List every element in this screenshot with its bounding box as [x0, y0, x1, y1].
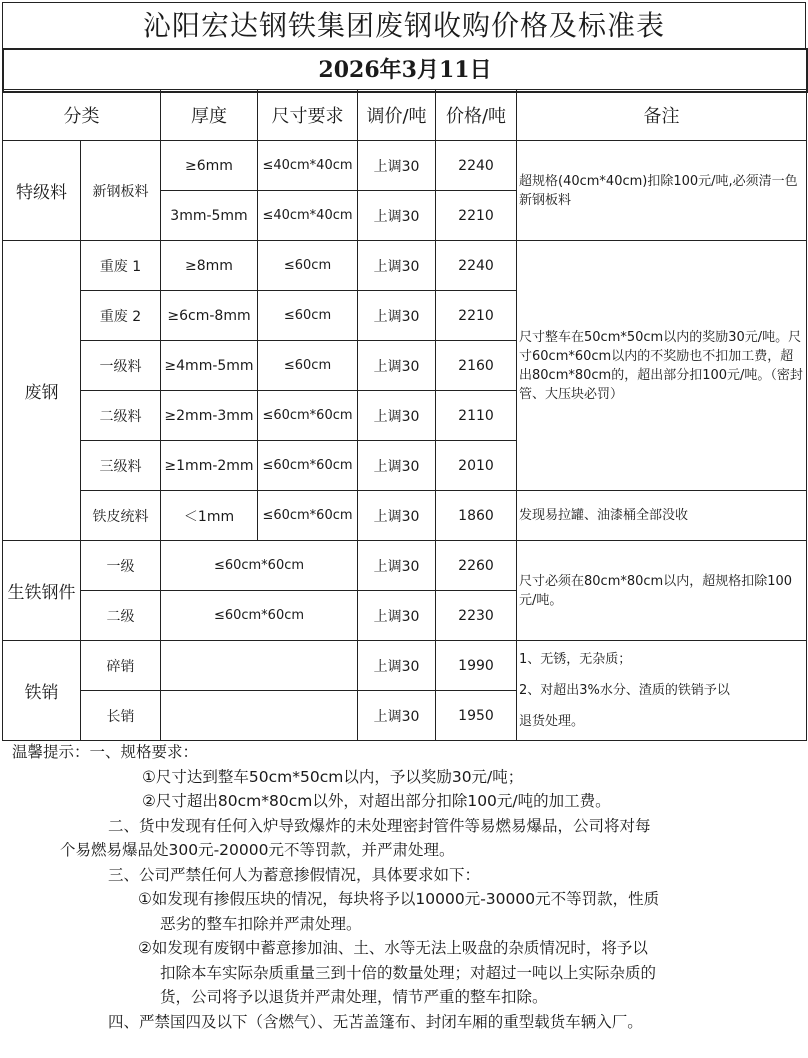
note-cell: 发现易拉罐、油漆桶全部没收: [517, 491, 807, 541]
size-cell: ≤40cm*40cm: [258, 191, 358, 241]
adjust-cell: 上调30: [358, 391, 436, 441]
adjust-cell: 上调30: [358, 541, 436, 591]
thickness-cell: ≥4mm-5mm: [161, 341, 258, 391]
note-line: 退货处理。: [519, 714, 585, 729]
sub-category: 长销: [81, 691, 161, 741]
price-cell: 2210: [436, 191, 517, 241]
note-line: 1、无锈，无杂质；: [519, 652, 632, 667]
group-special: 特级料: [3, 141, 81, 241]
tips-heading: 温馨提示：一、规格要求：: [12, 743, 199, 761]
tips-line: 货，公司将予以退货并严肃处理，情节严重的整车扣除。: [160, 988, 548, 1006]
sub-category: 三级料: [81, 441, 161, 491]
empty-cell: [161, 641, 358, 691]
price-cell: 1950: [436, 691, 517, 741]
sub-category: 一级料: [81, 341, 161, 391]
sub-category: 铁皮统料: [81, 491, 161, 541]
group-scrap: 废钢: [3, 241, 81, 541]
thickness-cell: ≥8mm: [161, 241, 258, 291]
note-line: 2、对超出3%水分、渣质的铁销予以: [519, 683, 730, 698]
price-cell: 2240: [436, 141, 517, 191]
thickness-cell: ≥1mm-2mm: [161, 441, 258, 491]
header-size: 尺寸要求: [258, 90, 358, 141]
price-cell: 1860: [436, 491, 517, 541]
tips-line: 个易燃易爆品处300元-20000元不等罚款，并严肃处理。: [60, 841, 455, 859]
size-cell: ≤60cm*60cm: [258, 491, 358, 541]
size-cell: ≤60cm: [258, 241, 358, 291]
sub-category: 重废 1: [81, 241, 161, 291]
note-cell: 尺寸整车在50cm*50cm以内的奖励30元/吨。尺寸60cm*60cm以内的不奖励也不扣加工费，超出80cm*80cm的，超出部分扣100元/吨。（密封管、大压块必罚）: [517, 241, 807, 491]
tips-line: 扣除本车实际杂质重量三到十倍的数量处理；对超过一吨以上实际杂质的: [160, 963, 657, 982]
size-cell: ≤60cm*60cm: [258, 391, 358, 441]
price-cell: 2110: [436, 391, 517, 441]
page-title: 沁阳宏达钢铁集团废钢收购价格及标准表: [2, 2, 806, 49]
sub-category: 新钢板料: [81, 141, 161, 241]
size-cell: ≤60cm*60cm: [161, 591, 358, 641]
price-cell: 2240: [436, 241, 517, 291]
adjust-cell: 上调30: [358, 291, 436, 341]
group-cast: 生铁钢件: [3, 541, 81, 641]
adjust-cell: 上调30: [358, 441, 436, 491]
table-row: [3, 141, 807, 191]
sub-category: 二级: [81, 591, 161, 641]
tips-line: ①如发现有掺假压块的情况，每块将予以10000元-30000元不等罚款，性质: [138, 890, 660, 908]
table-header-row: [3, 90, 807, 141]
price-cell: 2010: [436, 441, 517, 491]
adjust-cell: 上调30: [358, 591, 436, 641]
sub-category: 碎销: [81, 641, 161, 691]
size-cell: ≤40cm*40cm: [258, 141, 358, 191]
adjust-cell: 上调30: [358, 141, 436, 191]
date-label: 2026年3月11日: [2, 48, 808, 93]
empty-cell: [161, 691, 358, 741]
size-cell: ≤60cm: [258, 341, 358, 391]
adjust-cell: 上调30: [358, 691, 436, 741]
tips-section: [2, 740, 806, 1034]
adjust-cell: 上调30: [358, 191, 436, 241]
tips-line: 恶劣的整车扣除并严肃处理。: [160, 914, 362, 933]
price-cell: 2160: [436, 341, 517, 391]
tips-line: ②尺寸超出80cm*80cm以外，对超出部分扣除100元/吨的加工费。: [142, 792, 611, 810]
table-row: [3, 541, 807, 591]
header-thickness: 厚度: [161, 90, 258, 141]
adjust-cell: 上调30: [358, 341, 436, 391]
note-cell: 超规格(40cm*40cm)扣除100元/吨,必须清一色新钢板料: [517, 141, 807, 241]
tips-line: 二、货中发现有任何入炉导致爆炸的未处理密封管件等易燃易爆品，公司将对每: [108, 816, 651, 835]
table-row: [3, 241, 807, 291]
tips-line: ②如发现有废钢中蓄意掺加油、土、水等无法上吸盘的杂质情况时，将予以: [138, 939, 648, 957]
thickness-cell: ≥6cm-8mm: [161, 291, 258, 341]
adjust-cell: 上调30: [358, 491, 436, 541]
thickness-cell: ＜1mm: [161, 491, 258, 541]
price-cell: 2230: [436, 591, 517, 641]
tips-line: ①尺寸达到整车50cm*50cm以内，予以奖励30元/吨；: [142, 767, 524, 786]
sub-category: 二级料: [81, 391, 161, 441]
price-cell: 1990: [436, 641, 517, 691]
size-cell: ≤60cm*60cm: [161, 541, 358, 591]
table-row: [3, 641, 807, 691]
thickness-cell: 3mm-5mm: [161, 191, 258, 241]
group-pin: 铁销: [3, 641, 81, 741]
thickness-cell: ≥2mm-3mm: [161, 391, 258, 441]
tips-line: 三、公司严禁任何人为蓄意掺假情况，具体要求如下：: [108, 865, 481, 884]
size-cell: ≤60cm: [258, 291, 358, 341]
tips-line: 四、严禁国四及以下（含燃气）、无苫盖篷布、封闭车厢的重型载货车辆入厂。: [108, 1012, 643, 1031]
adjust-cell: 上调30: [358, 641, 436, 691]
adjust-cell: 上调30: [358, 241, 436, 291]
header-adjust: 调价/吨: [358, 90, 436, 141]
header-category: 分类: [3, 90, 161, 141]
table-row: [3, 491, 807, 541]
price-cell: 2260: [436, 541, 517, 591]
note-cell: 尺寸必须在80cm*80cm以内，超规格扣除100元/吨。: [517, 541, 807, 641]
header-note: 备注: [517, 90, 807, 141]
thickness-cell: ≥6mm: [161, 141, 258, 191]
note-cell: [517, 641, 807, 741]
sub-category: 重废 2: [81, 291, 161, 341]
header-price: 价格/吨: [436, 90, 517, 141]
sub-category: 一级: [81, 541, 161, 591]
size-cell: ≤60cm*60cm: [258, 441, 358, 491]
price-table: [2, 89, 807, 741]
price-cell: 2210: [436, 291, 517, 341]
